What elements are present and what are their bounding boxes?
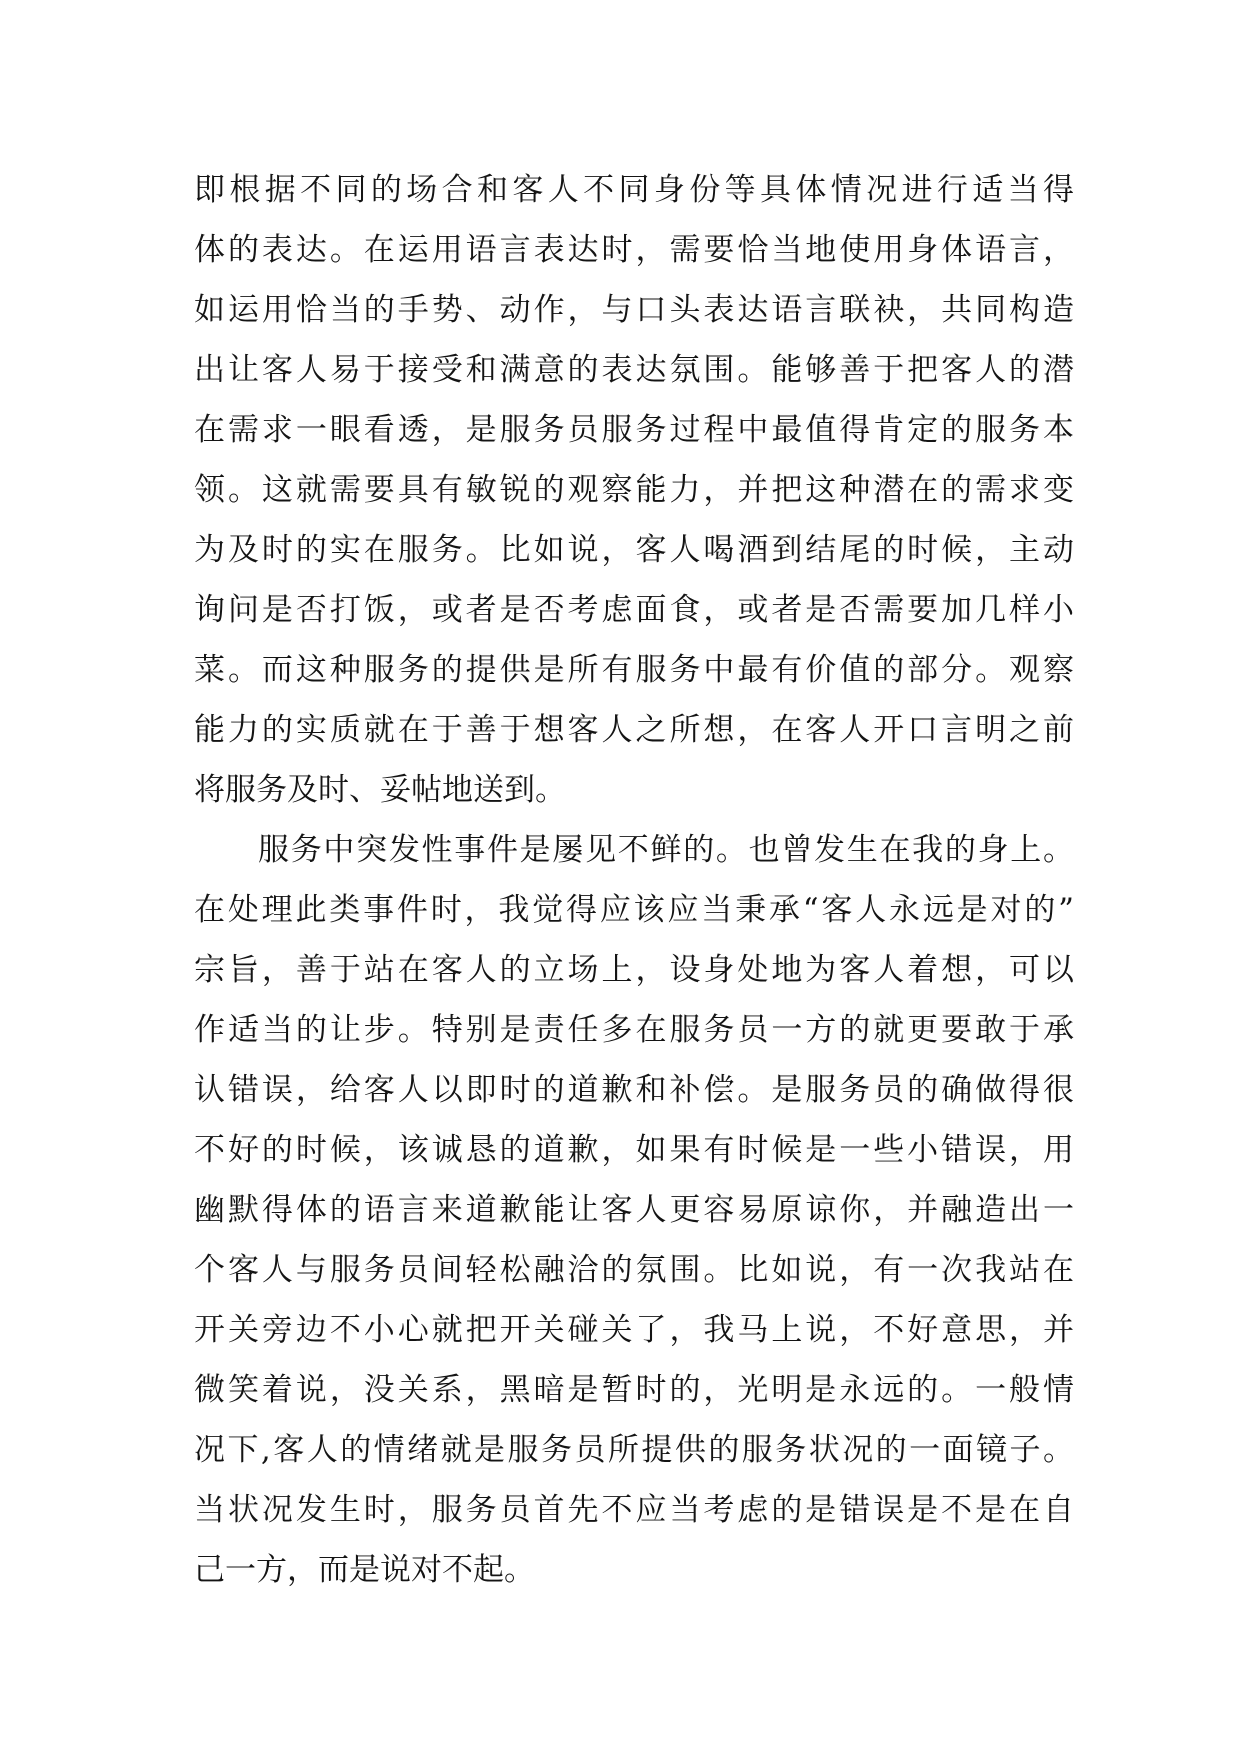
text-line: 当状况发生时，服务员首先不应当考虑的是错误是不是在自: [194, 1492, 1074, 1528]
text-line: 如运用恰当的手势、动作，与口头表达语言联袂，共同构造: [194, 292, 1074, 328]
text-line: 不好的时候，该诚恳的道歉，如果有时候是一些小错误，用: [194, 1132, 1074, 1168]
text-line: 认错误，给客人以即时的道歉和补偿。是服务员的确做得很: [194, 1072, 1074, 1108]
text-line: 菜。而这种服务的提供是所有服务中最有价值的部分。观察: [194, 652, 1074, 688]
paragraph-1: [194, 160, 1074, 820]
text-line: 在处理此类事件时，我觉得应该应当秉承“客人永远是对的”: [194, 892, 1074, 928]
text-line: 作适当的让步。特别是责任多在服务员一方的就更要敢于承: [194, 1012, 1074, 1048]
paragraph-2: [194, 820, 1074, 1600]
document-body: [194, 160, 1074, 1600]
text-line: 况下,客人的情绪就是服务员所提供的服务状况的一面镜子。: [194, 1432, 1074, 1468]
text-line: 将服务及时、妥帖地送到。: [194, 772, 566, 808]
text-line: 宗旨，善于站在客人的立场上，设身处地为客人着想，可以: [194, 952, 1074, 988]
text-line: 体的表达。在运用语言表达时，需要恰当地使用身体语言，: [194, 232, 1074, 268]
text-line: 即根据不同的场合和客人不同身份等具体情况进行适当得: [194, 172, 1074, 208]
text-line: 开关旁边不小心就把开关碰关了，我马上说，不好意思，并: [194, 1312, 1074, 1348]
text-line: 询问是否打饭，或者是否考虑面食，或者是否需要加几样小: [194, 592, 1074, 628]
text-line: 幽默得体的语言来道歉能让客人更容易原谅你，并融造出一: [194, 1192, 1074, 1228]
text-line: 出让客人易于接受和满意的表达氛围。能够善于把客人的潜: [194, 352, 1074, 388]
text-line: 为及时的实在服务。比如说，客人喝酒到结尾的时候，主动: [194, 532, 1074, 568]
text-line: 领。这就需要具有敏锐的观察能力，并把这种潜在的需求变: [194, 472, 1074, 508]
text-line: 在需求一眼看透，是服务员服务过程中最值得肯定的服务本: [194, 412, 1074, 448]
text-line: 个客人与服务员间轻松融洽的氛围。比如说，有一次我站在: [194, 1252, 1074, 1288]
text-line: 能力的实质就在于善于想客人之所想，在客人开口言明之前: [194, 712, 1074, 748]
text-line: 微笑着说，没关系，黑暗是暂时的，光明是永远的。一般情: [194, 1372, 1074, 1408]
text-line: 己一方，而是说对不起。: [194, 1552, 535, 1588]
text-line-indented: 服务中突发性事件是屡见不鲜的。也曾发生在我的身上。: [258, 832, 1074, 868]
